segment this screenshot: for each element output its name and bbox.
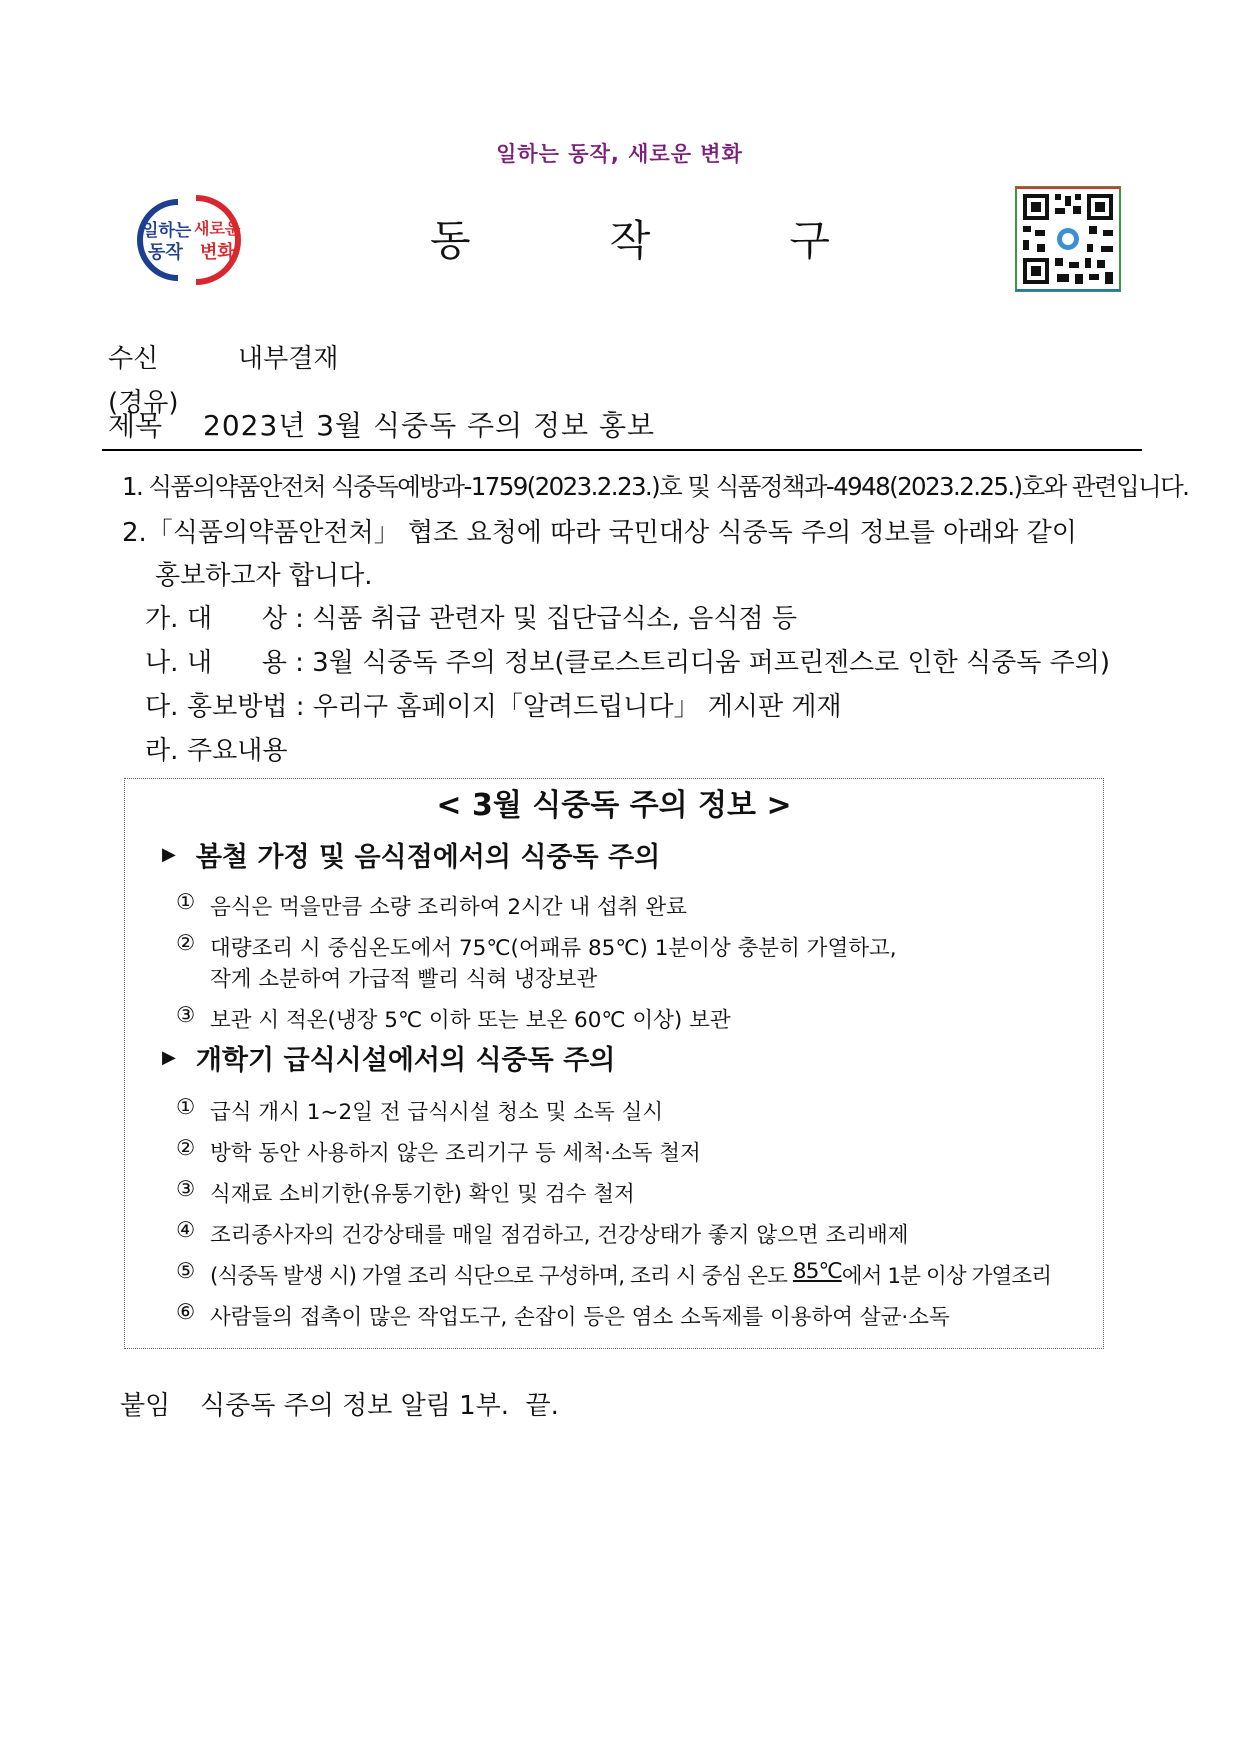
item-number: ⑥: [176, 1300, 196, 1325]
logo-text-4: 변화: [200, 242, 235, 263]
notice-box-title: < 3월 식중독 주의 정보 >: [436, 788, 792, 823]
district-logo: [108, 190, 258, 290]
header-divider: [102, 449, 1142, 451]
list-text: 내 용 : 3월 식중독 주의 정보(클로스트리디움 퍼프린젠스로 인한 식중독 주의): [187, 648, 1111, 678]
section-heading: [162, 835, 660, 874]
qr-code-icon: [1015, 186, 1121, 292]
paragraph-2-line-1: 2.「식품의약품안전처」 협조 요청에 따라 국민대상 식중독 주의 정보를 아래와 같이: [122, 518, 1077, 548]
item-text: 대량조리 시 중심온도에서 75℃(어패류 85℃) 1분이상 충분히 가열하고,: [210, 936, 897, 961]
item-number: ②: [176, 931, 196, 956]
list-marker: 나.: [145, 648, 179, 678]
list-item: [176, 931, 897, 962]
list-text: 주요내용: [187, 736, 288, 766]
list-marker: 가.: [145, 604, 179, 634]
attachment-label: 붙임: [120, 1391, 171, 1421]
org-char-3: 구: [789, 216, 830, 265]
item-text: 조리종사자의 건강상태를 매일 점검하고, 건강상태가 좋지 않으면 조리배제: [210, 1223, 909, 1248]
item-number: ④: [176, 1218, 196, 1243]
section-heading-text: 봄철 가정 및 음식점에서의 식중독 주의: [195, 842, 661, 873]
list-item: [176, 1136, 701, 1167]
paragraph-1: 1. 식품의약품안전처 식중독예방과-1759(2023.2.23.)호 및 식품정책과-4948(2023.2.25.)호와 관련입니다.: [122, 472, 1189, 501]
list-item: [176, 1259, 1051, 1290]
list-item-continuation: 작게 소분하여 가급적 빨리 식혀 냉장보관: [210, 967, 598, 992]
org-char-1: 동: [430, 216, 471, 265]
item-text: 음식은 먹을만큼 소량 조리하여 2시간 내 섭취 완료: [210, 895, 687, 920]
item-text: 에서 1분 이상 가열조리: [841, 1264, 1052, 1289]
paragraph-2-line-2: 홍보하고자 합니다.: [155, 561, 373, 591]
list-item: [145, 598, 797, 635]
subject-value: 2023년 3월 식중독 주의 정보 홍보: [203, 409, 656, 442]
section-heading: [162, 1038, 615, 1077]
logo-text-2: 동작: [148, 242, 183, 263]
list-item: [145, 730, 287, 767]
item-text: 사람들의 접촉이 많은 작업도구, 손잡이 등은 염소 소독제를 이용하여 살균·소독: [210, 1305, 950, 1330]
list-item: [176, 1300, 950, 1331]
item-number: ①: [176, 1095, 196, 1120]
subject-row: [108, 404, 655, 444]
recipient-row: [108, 338, 338, 375]
item-text: (식중독 발생 시) 가열 조리 식단으로 구성하며, 조리 시 중심 온도: [210, 1264, 793, 1289]
item-text: 방학 동안 사용하지 않은 조리기구 등 세척·소독 철저: [210, 1141, 701, 1166]
item-number: ⑤: [176, 1259, 196, 1284]
triangle-bullet-icon: ▶: [162, 1047, 176, 1068]
attachment-text: 식중독 주의 정보 알림 1부. 끝.: [200, 1391, 559, 1421]
attachment-line: [120, 1385, 559, 1422]
list-text: 홍보방법 : 우리구 홈페이지「알려드립니다」 게시판 게재: [187, 692, 842, 722]
logo-text-1: 일하는: [142, 221, 192, 241]
logo-text-3: 새로운: [194, 219, 241, 238]
section-heading-text: 개학기 급식시설에서의 식중독 주의: [195, 1045, 616, 1076]
list-marker: 라.: [145, 736, 179, 766]
org-char-2: 작: [609, 216, 651, 265]
list-item: [176, 890, 687, 921]
item-number: ②: [176, 1136, 196, 1161]
item-text: 보관 시 적온(냉장 5℃ 이하 또는 보온 60℃ 이상) 보관: [210, 1008, 731, 1033]
item-number: ③: [176, 1003, 196, 1028]
subject-label: 제목: [108, 409, 163, 442]
organization-name: [430, 208, 830, 268]
list-item: [176, 1177, 635, 1208]
item-text: 식재료 소비기한(유통기한) 확인 및 검수 철저: [210, 1182, 635, 1207]
list-item: [145, 642, 1110, 679]
recipient-value: 내부결재: [238, 344, 339, 374]
item-number: ①: [176, 890, 196, 915]
item-text: 급식 개시 1~2일 전 급식시설 청소 및 소독 실시: [210, 1100, 664, 1125]
triangle-bullet-icon: ▶: [162, 844, 176, 865]
via-label: (경유): [108, 388, 179, 418]
list-item: [176, 1095, 663, 1126]
recipient-label: 수신: [108, 344, 159, 374]
list-item: [176, 1003, 731, 1034]
item-number: ③: [176, 1177, 196, 1202]
list-item: [176, 1218, 909, 1249]
list-text: 대 상 : 식품 취급 관련자 및 집단급식소, 음식점 등: [187, 604, 797, 634]
slogan: 일하는 동작, 새로운 변화: [496, 142, 743, 166]
list-item: [145, 686, 842, 723]
list-marker: 다.: [145, 692, 179, 722]
item-text-underlined: 85℃: [792, 1259, 842, 1284]
